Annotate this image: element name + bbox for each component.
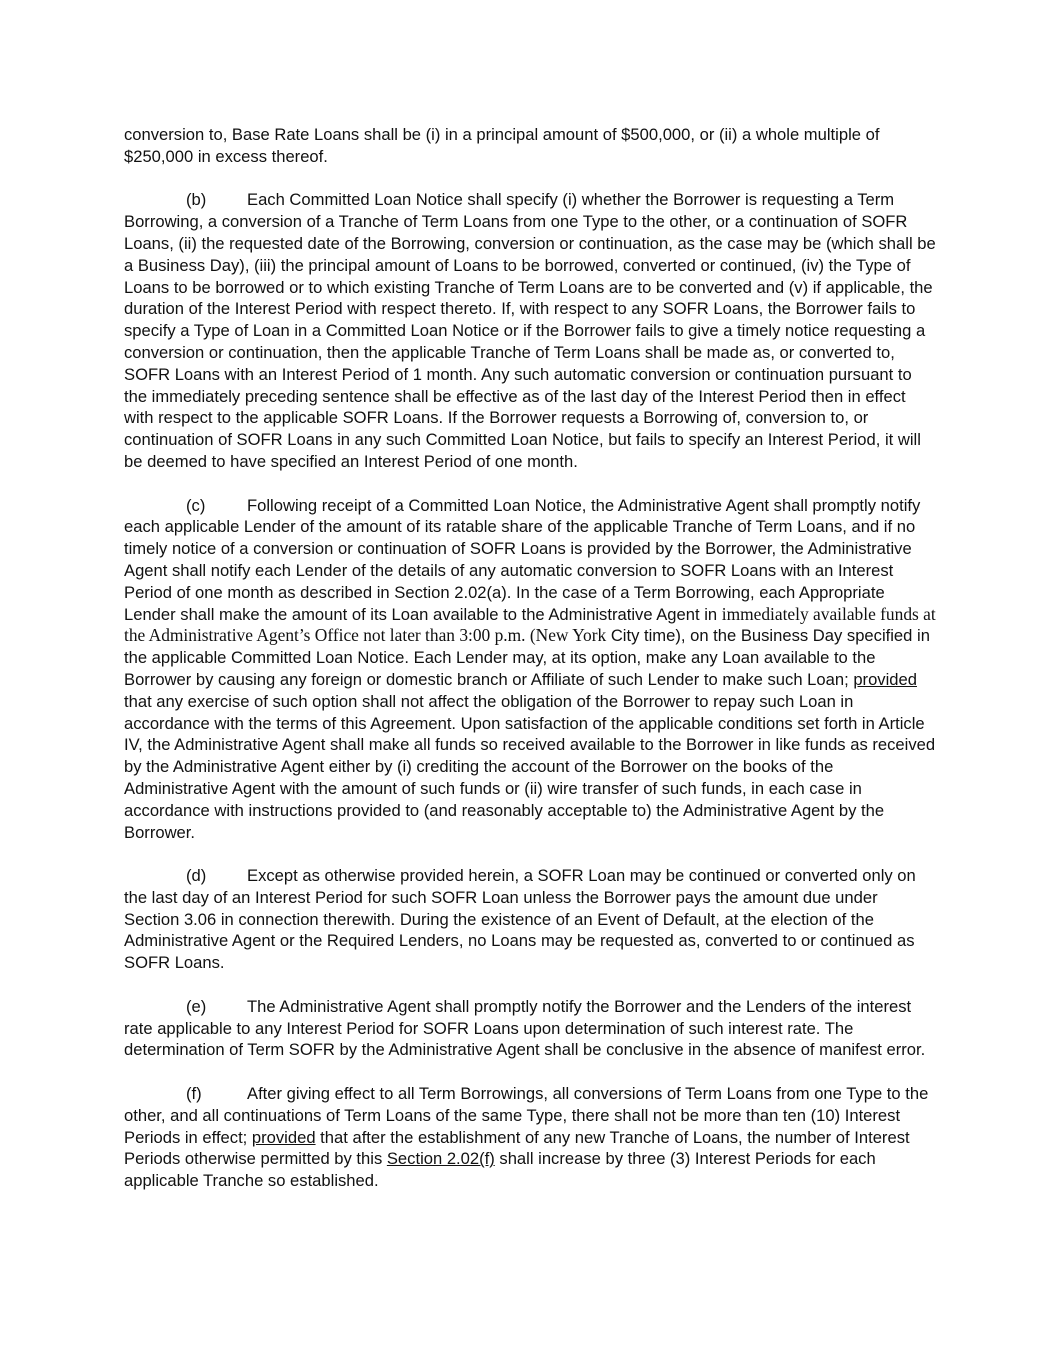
underlined-term-provided: provided [853, 669, 917, 689]
paragraph-text: shall increase by three (3) Interest Periods for each applicable Tranche so established. [124, 1149, 876, 1191]
paragraph-text: Each Committed Loan Notice shall specify (i) whether the Borrower is requesting a Term Borrowing, a conversion of a Tranche of Term Loans from one Type to the other, or a continuation of SOFR Loans, (ii) the requested date of the Borrowing, conversion or continuation, as the case may be (which shall be a Business Day), (iii) the principal amount of Loans to be borrowed, converted or continued, (iv) the Type of Loans to be borrowed or to which existing Tranche of Term Loans are to be converted and (v) if applicable, the duration of the Interest Period with respect thereto. If, with respect to any SOFR Loans, the Borrower fails to specify a Type of Loan in a Committed Loan Notice or if the Borrower fails to give a timely notice requesting a conversion or continuation, then the applicable Tranche of Term Loans shall be made as, or converted to, SOFR Loans with an Interest Period of 1 month. Any such automatic conversion or continuation pursuant to the immediately preceding sentence shall be effective as of the last day of the Interest Period then in effect with respect to the applicable SOFR Loans. If the Borrower requests a Borrowing of, conversion to, or continuation of SOFR Loans in any such Committed Loan Notice, but fails to specify an Interest Period, it will be deemed to have specified an Interest Period of one month. [124, 190, 936, 471]
continuation-text: conversion to, Base Rate Loans shall be (i) in a principal amount of $500,000, or (ii) a whole multiple of $250,000 in excess thereof. [124, 125, 880, 166]
paragraph-text: Except as otherwise provided herein, a SOFR Loan may be continued or converted only on the last day of an Interest Period for such SOFR Loan unless the Borrower pays the amount due under Section 3.06 in connection therewith. During the existence of an Event of Default, at the election of the Administrative Agent or the Required Lenders, no Loans may be requested as, converted to or continued as SOFR Loans. [124, 866, 916, 973]
paragraph-label: (c) [186, 495, 206, 515]
paragraph-text: City time), on the Business Day specified in the applicable Committed Loan Notice. Each Lender may, at its option, make any Loan available to the Borrower by causing any foreign or domestic branch or Affiliate of such Lender to make such Loan; [124, 626, 930, 689]
paragraph-text: that after the establishment of any new Tranche of Loans, the number of Interest Periods otherwise permitted by this [124, 1127, 910, 1169]
paragraph-label: (d) [186, 866, 207, 886]
paragraph-f [124, 1083, 936, 1192]
paragraph-text: that any exercise of such option shall not affect the obligation of the Borrower to repay such Loan in accordance with the terms of this Agreement. Upon satisfaction of the applicable conditions set forth in Article IV, the Administrative Agent shall make all funds so received available to the Borrower in like funds as received by the Administrative Agent either by (i) crediting the account of the Borrower on the books of the Administrative Agent with the amount of such funds or (ii) wire transfer of such funds, in each case in accordance with instructions provided to (and reasonably acceptable to) the Administrative Agent by the Borrower. [124, 691, 936, 842]
paragraph-label: (f) [186, 1084, 202, 1104]
paragraph-c [124, 495, 936, 844]
continuation-paragraph [124, 124, 936, 168]
paragraph-e [124, 996, 936, 1061]
section-reference: Section 2.02(f) [386, 1149, 495, 1169]
paragraph-b [124, 189, 936, 472]
paragraph-label: (e) [186, 996, 207, 1016]
paragraph-text-serif-run: immediately available funds at the Administrative Agent’s Office not later than 3:00 p.m. (New York [124, 603, 936, 646]
paragraph-text: After giving effect to all Term Borrowings, all conversions of Term Loans from one Type to the other, and all continuations of Term Loans of the same Type, there shall not be more than ten (10) Interest Periods in effect; [124, 1084, 929, 1147]
underlined-term-provided: provided [251, 1127, 316, 1147]
paragraph-text: Following receipt of a Committed Loan Notice, the Administrative Agent shall promptly notify each applicable Lender of the amount of its ratable share of the applicable Tranche of Term Loans, and if no timely notice of a conversion or continuation of SOFR Loans is provided by the Borrower, the Administrative Agent shall notify each Lender of the details of any automatic conversion to SOFR Loans with an Interest Period of one month as described in Section 2.02(a). In the case of a Term Borrowing, each Appropriate Lender shall make the amount of its Loan available to the Administrative Agent in [124, 495, 921, 624]
paragraph-text: The Administrative Agent shall promptly notify the Borrower and the Lenders of the interest rate applicable to any Interest Period for SOFR Loans upon determination of such interest rate. The determination of Term SOFR by the Administrative Agent shall be conclusive in the absence of manifest error. [124, 996, 926, 1060]
paragraph-d [124, 865, 936, 974]
paragraph-label: (b) [186, 190, 207, 210]
document-body [124, 124, 936, 1214]
